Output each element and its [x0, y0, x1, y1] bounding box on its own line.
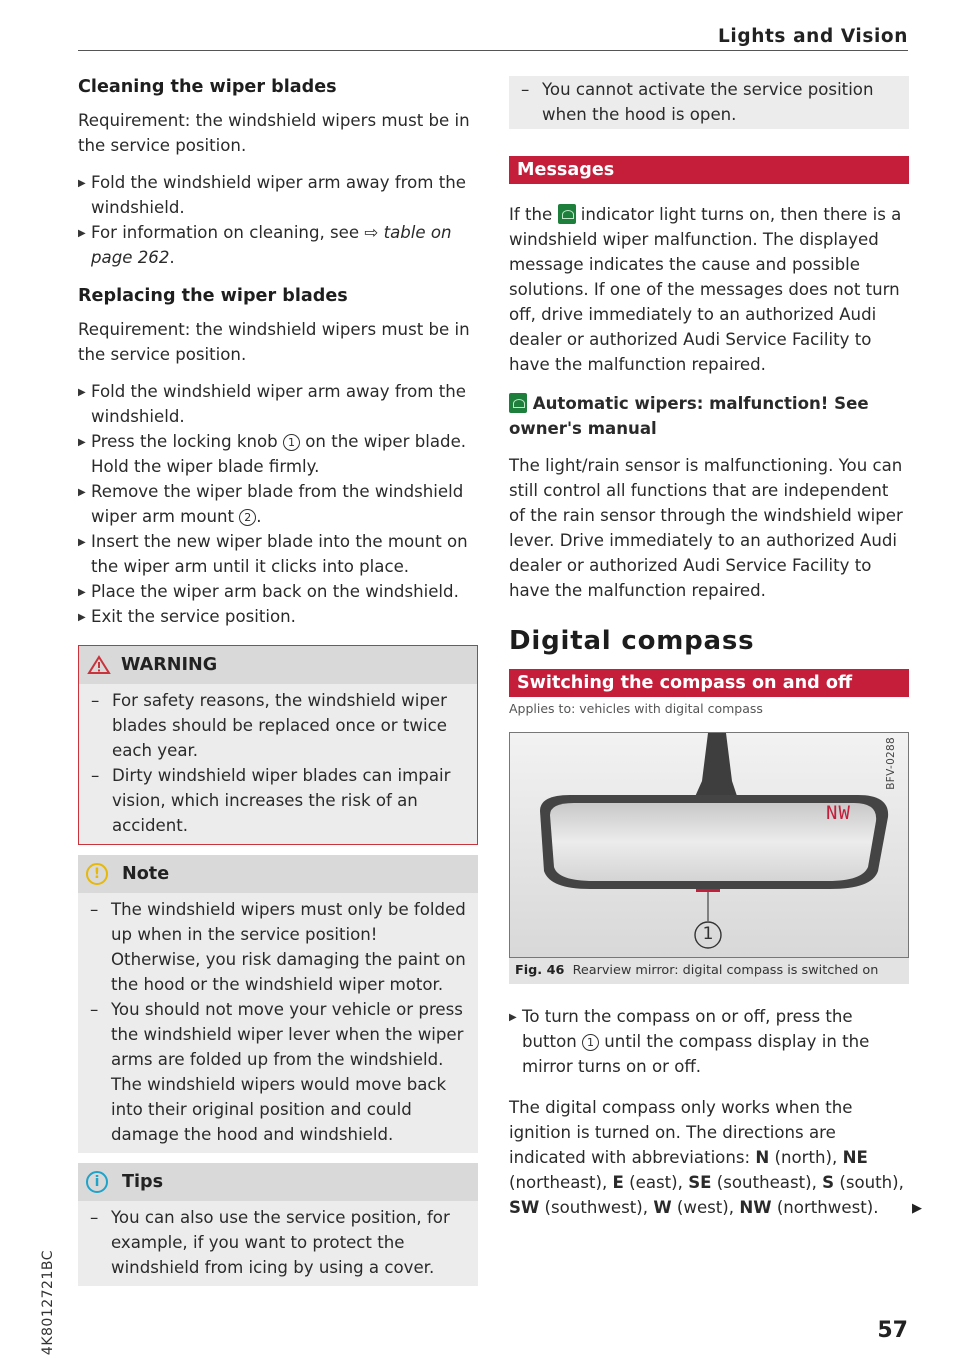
link-arrow-icon: ⇨ [364, 223, 379, 242]
messages-intro-text-b: indicator light turns on, then there is a windshield wiper malfunction. The displayed message indicates the cause and possible solutions. If one of the messages does not turn off, drive immediately to an authorized Audi dealer or authorized Audi Service Facility to have the malfunction repaired. [509, 205, 902, 374]
dir-sw-text: (southwest), [539, 1198, 654, 1217]
warning-triangle-icon [87, 655, 111, 675]
tips-info-icon: i [86, 1171, 108, 1193]
tips-item-1: – You can also use the service position, for example, if you want to protect the windshield from icing by using a cover. [84, 1205, 472, 1280]
compass-paragraph [509, 1095, 909, 1220]
messages-intro-text: If the [509, 205, 558, 224]
replacing-step-6: ▶ Exit the service position. [78, 604, 478, 629]
cleaning-step-1: ▶ Fold the windshield wiper arm away from the windshield. [78, 170, 478, 220]
digital-compass-heading: Digital compass [509, 626, 755, 656]
note-title: Note [122, 863, 170, 884]
dir-e-text: (east), [623, 1173, 689, 1192]
figure-label: Fig. 46 [515, 963, 565, 978]
dir-s: S [822, 1173, 835, 1192]
warning-box [78, 645, 478, 845]
replacing-step-3-text: Remove the wiper blade from the windshield wiper arm mount [91, 482, 464, 526]
tips-header [78, 1163, 478, 1201]
wiper-indicator-icon [558, 204, 576, 224]
figure-code: BFV-0288 [885, 737, 897, 790]
replacing-step-2 [78, 429, 478, 479]
figure-46 [509, 732, 909, 984]
figure-caption-text: Rearview mirror: digital compass is switched on [572, 963, 879, 978]
note-item-1: – The windshield wipers must only be folded up when in the service position! Otherwise, you risk damaging the paint on the hood or the windshield wiper motor. [84, 897, 472, 997]
replacing-step-4: ▶ Insert the new wiper blade into the mount on the wiper arm until it clicks into place. [78, 529, 478, 579]
page-number: 57 [877, 1318, 908, 1343]
left-column [78, 74, 478, 1286]
replacing-step-2-text-b: on the wiper blade. Hold the wiper blade firmly. [91, 432, 467, 476]
callout-1-icon: 1 [582, 1034, 599, 1051]
message-title-text: Automatic wipers: malfunction! See owner's manual [509, 394, 869, 438]
right-column [509, 76, 909, 1220]
dir-nw: NW [739, 1198, 772, 1217]
cleaning-heading: Cleaning the wiper blades [78, 77, 337, 97]
replacing-heading: Replacing the wiper blades [78, 286, 348, 306]
dir-e: E [612, 1173, 624, 1192]
cleaning-step-2-suffix: . [169, 248, 175, 267]
tips-continued-item: – You cannot activate the service position when the hood is open. [515, 77, 903, 127]
replacing-step-1: ▶ Fold the windshield wiper arm away from the windshield. [78, 379, 478, 429]
compass-bar: Switching the compass on and off [509, 669, 909, 697]
tips-continued-box [509, 76, 909, 129]
cleaning-step-2 [78, 220, 478, 270]
note-header [78, 855, 478, 893]
messages-intro [509, 202, 909, 377]
tips-box [78, 1163, 478, 1286]
messages-bar: Messages [509, 156, 909, 184]
callout-1-icon: 1 [283, 434, 300, 451]
dir-n: N [755, 1148, 770, 1167]
warning-header [79, 646, 477, 684]
tips-title: Tips [122, 1171, 164, 1192]
note-box [78, 855, 478, 1153]
cleaning-requirement: Requirement: the windshield wipers must be in the service position. [78, 111, 470, 155]
cleaning-step-2-text: For information on cleaning, see [91, 223, 365, 242]
tips-body [78, 1201, 478, 1286]
callout-2-icon: 2 [239, 509, 256, 526]
message-title [509, 391, 909, 441]
continue-arrow-icon: ▶ [912, 1201, 922, 1216]
warning-item-2: – Dirty windshield wiper blades can impair vision, which increases the risk of an accident. [85, 763, 471, 838]
dir-nw-text: (northwest). [771, 1198, 879, 1217]
applies-to: Applies to: vehicles with digital compass [509, 701, 763, 716]
warning-item-1: – For safety reasons, the windshield wiper blades should be replaced once or twice each year. [85, 688, 471, 763]
mirror-figure [509, 732, 909, 958]
wiper-indicator-icon [509, 393, 527, 413]
replacing-step-5: ▶ Place the wiper arm back on the windshield. [78, 579, 478, 604]
callout-1-label: 1 [702, 924, 714, 944]
compass-step-text-b: until the compass display in the mirror turns on or off. [522, 1032, 870, 1076]
replacing-step-2-text: Press the locking knob [91, 432, 283, 451]
dir-se: SE [688, 1173, 712, 1192]
section-title: Lights and Vision [718, 26, 908, 47]
note-item-2: – You should not move your vehicle or press the windshield wiper lever when the wiper arms are folded up from the windshield. The windshield wipers would move back into their original position and could damage the hood and windshield. [84, 997, 472, 1147]
document-code: 4K8012721BC [40, 1250, 56, 1356]
dir-ne-text: (northeast), [509, 1173, 613, 1192]
compass-paragraph-text: The digital compass only works when the ignition is turned on. The directions are indicated with abbreviations: [509, 1098, 853, 1167]
warning-body [79, 684, 477, 844]
message-body: The light/rain sensor is malfunctioning. You can still control all functions that are independent of the rain sensor through the windshield wiper lever. Drive immediately to an authorized Audi dealer or authorized Audi Service Facility to have the malfunction repaired. [509, 456, 903, 600]
header-rule [78, 50, 908, 51]
compass-step-text: To turn the compass on or off, press the button [522, 1007, 853, 1051]
compass-step [509, 1004, 909, 1079]
dir-sw: SW [509, 1198, 540, 1217]
table-link[interactable]: table on page 262 [91, 223, 452, 267]
warning-title: WARNING [121, 654, 218, 675]
dir-w-text: (west), [671, 1198, 740, 1217]
note-exclamation-icon: ! [86, 863, 108, 885]
replacing-requirement: Requirement: the windshield wipers must be in the service position. [78, 320, 470, 364]
dir-n-text: (north), [769, 1148, 843, 1167]
compass-display: NW [826, 802, 851, 824]
replacing-step-3-suffix: . [256, 507, 262, 526]
replacing-step-3 [78, 479, 478, 529]
dir-ne: NE [842, 1148, 868, 1167]
figure-caption [509, 958, 909, 984]
dir-se-text: (southeast), [711, 1173, 823, 1192]
dir-w: W [653, 1198, 672, 1217]
note-body [78, 893, 478, 1153]
dir-s-text: (south), [834, 1173, 904, 1192]
